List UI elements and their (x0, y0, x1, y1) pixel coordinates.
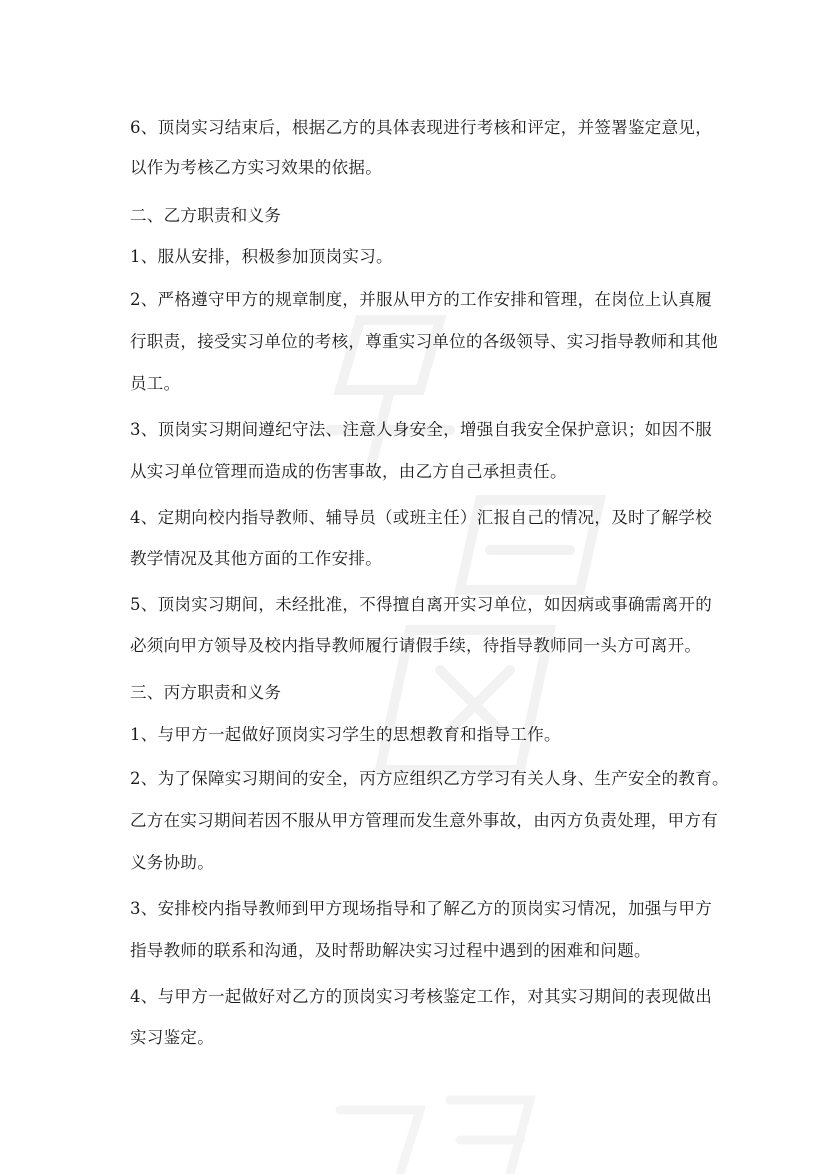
text-line: 5、顶岗实习期间，未经批准，不得擅自离开实习单位，如因病或事确需离开的 (130, 595, 712, 614)
text-line: 乙方在实习期间若因不服从甲方管理而发生意外事故，由丙方负责处理，甲方有 (130, 811, 718, 830)
text-line: 义务协助。 (130, 853, 214, 872)
text-line: 2、为了保障实习期间的安全，丙方应组织乙方学习有关人身、生产安全的教育。 (130, 769, 729, 788)
text-line: 实习鉴定。 (130, 1028, 214, 1047)
text-line: 6、顶岗实习结束后，根据乙方的具体表现进行考核和评定，并签署鉴定意见， (130, 118, 712, 137)
text-line: 4、定期向校内指导教师、辅导员（或班主任）汇报自己的情况，及时了解学校 (130, 508, 712, 527)
section-heading: 二、乙方职责和义务 (130, 206, 282, 225)
text-line: 4、与甲方一起做好对乙方的顶岗实习考核鉴定工作，对其实习期间的表现做出 (130, 987, 712, 1006)
text-line: 以作为考核乙方实习效果的依据。 (130, 158, 382, 177)
text-line: 1、与甲方一起做好顶岗实习学生的思想教育和指导工作。 (130, 725, 561, 744)
watermark-graphic-bottom (300, 1080, 560, 1174)
text-line: 教学情况及其他方面的工作安排。 (130, 549, 382, 568)
text-line: 从实习单位管理而造成的伤害事故，由乙方自己承担责任。 (130, 462, 567, 481)
text-line: 员工。 (130, 374, 181, 393)
text-line: 3、安排校内指导教师到甲方现场指导和了解乙方的顶岗实习情况，加强与甲方 (130, 899, 712, 918)
text-line: 2、严格遵守甲方的规章制度，并服从甲方的工作安排和管理，在岗位上认真履 (130, 290, 712, 309)
text-line: 3、顶岗实习期间遵纪守法、注意人身安全，增强自我安全保护意识；如因不服 (130, 420, 712, 439)
text-line: 1、服从安排，积极参加顶岗实习。 (130, 247, 393, 266)
text-line: 行职责，接受实习单位的考核，尊重实习单位的各级领导、实习指导教师和其他 (130, 332, 718, 351)
section-heading: 三、丙方职责和义务 (130, 683, 282, 702)
text-line: 指导教师的联系和沟通，及时帮助解决实习过程中遇到的困难和问题。 (130, 941, 651, 960)
text-line: 必须向甲方领导及校内指导教师履行请假手续，待指导教师同一头方可离开。 (130, 636, 702, 655)
